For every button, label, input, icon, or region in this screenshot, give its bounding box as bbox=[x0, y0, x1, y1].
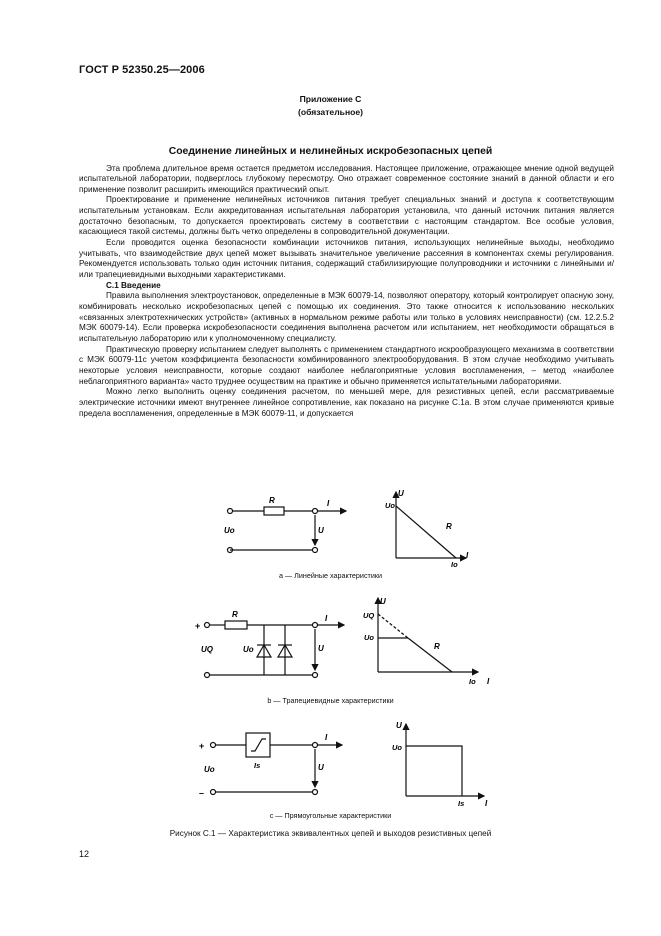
graph-label-Is: Is bbox=[458, 799, 465, 808]
graph-label-U: U bbox=[380, 597, 386, 606]
document-code: ГОСТ Р 52350.25—2006 bbox=[79, 64, 205, 76]
label-I: I bbox=[325, 614, 328, 623]
graph-label-I: I bbox=[466, 551, 469, 560]
graph-trapezoidal bbox=[378, 598, 478, 672]
paragraph: Правила выполнения электроустановок, определенные в МЭК 60079-14, позволяют оператору, который контролирует опасную зону, комбинировать несколько искробезопасных цепей с помощью их соединения. Это также относится к использованию нескольких «связанных электротехнических устройств» (активных в нормальном режиме работы или только в условиях неисправности) (см. 12.2.5.2 МЭК 60079-14). Если проверка искробезопасности соединения выполнена расчетом или испытанием, нет необходимости обращаться в испытательную лабораторию или к уполномоченному специалисту. bbox=[79, 291, 614, 343]
graph-label-Io: Io bbox=[469, 677, 476, 686]
paragraph: Проектирование и применение нелинейных источников питания требует специальных знаний и доступа к соответствующим испытательным установкам. Если аккредитованная испытательная лаборатория установила, что данный источник питания является достаточно безопасным, то допускается проектировать систему в соответствии с настоящим стандартом. Все особые условия, касающиеся такой системы, должны быть четко определены в сопроводительной документации. bbox=[79, 195, 614, 237]
label-U: U bbox=[318, 526, 324, 535]
paragraph: Практическую проверку испытанием следует выполнять с применением стандартного искрообразующего механизма в соответствии с МЭК 60079-11с учетом коэффициента безопасности комбинированного электрооборудования. В этом случае необходимо учитывать некоторые условия неисправности, которые создают наиболее неблагоприятные условия воспламенения, – метод «наиболее неблагоприятного варианта» часто труднее осуществим на практике и обычно применяется испытательными лабораториями. bbox=[79, 344, 614, 386]
section-heading: Соединение линейных и нелинейных искробезопасных цепей bbox=[168, 146, 493, 157]
paragraph: Если проводится оценка безопасности комбинации источников питания, использующих нелинейные выходы, необходимо учитывать, что взаимодействие двух цепей может вызывать значительное увеличение рассеяния в компонентах схемы регулирования. Рекомендуется использовать только один источник питания, содержащий стабилизирующие полупроводники и источники с линейными и/или трапециевидными выходными характеристиками. bbox=[79, 238, 614, 280]
label-Is: Is bbox=[254, 761, 261, 770]
page-number: 12 bbox=[79, 849, 90, 859]
label-I: I bbox=[325, 733, 328, 742]
figure-caption: Рисунок С.1 — Характеристика эквивалентных цепей и выходов резистивных цепей bbox=[169, 829, 492, 838]
graph-linear bbox=[396, 492, 466, 558]
caption-c: с — Прямоугольные характеристики bbox=[269, 811, 392, 820]
label-Uo: Uo bbox=[243, 645, 254, 654]
graph-label-Uo: Uo bbox=[364, 633, 374, 642]
graph-label-U: U bbox=[398, 489, 404, 498]
label-Uo: Uo bbox=[224, 526, 235, 535]
graph-label-Io: Io bbox=[451, 560, 458, 569]
graph-label-R: R bbox=[434, 642, 440, 651]
label-U: U bbox=[318, 644, 324, 653]
graph-label-UQ: UQ bbox=[363, 611, 375, 620]
label-U: U bbox=[318, 763, 324, 772]
label-R: R bbox=[232, 610, 238, 619]
label-UQ: UQ bbox=[201, 645, 213, 654]
appendix-title: Приложение С bbox=[299, 94, 362, 104]
paragraph: Можно легко выполнить оценку соединения расчетом, по меньшей мере, для резистивных цепей, если рассматриваемые электрические источники имеют внутреннее линейное сопротивление, как показано на рисунке С.1а. В этом случае применяются кривые предела воспламенения, определенные в МЭК 60079-11, и допускается bbox=[79, 387, 614, 418]
subsection-heading: С.1 Введение bbox=[106, 280, 161, 290]
graph-rectangular bbox=[406, 724, 484, 796]
graph-label-U: U bbox=[396, 721, 402, 730]
paragraph: Эта проблема длительное время остается предметом исследования. Настоящее приложение, отражающее мнение одной ведущей испытательной лаборатории, подверглось глубокому пересмотру. Оно отражает современное состояние знаний в данной области и его применение позволит расширить имеющийся практический опыт. bbox=[79, 163, 614, 194]
label-I: I bbox=[327, 499, 330, 508]
caption-a: а — Линейные характеристики bbox=[278, 571, 383, 580]
label-plus: + bbox=[195, 621, 201, 631]
graph-label-R: R bbox=[446, 522, 452, 531]
label-plus: + bbox=[199, 741, 205, 751]
graph-label-I: I bbox=[485, 799, 488, 808]
graph-label-I: I bbox=[487, 677, 490, 686]
appendix-subtitle: (обязательное) bbox=[297, 107, 364, 117]
graph-label-Uo: Uo bbox=[385, 501, 395, 510]
caption-b: b — Трапециевидные характеристики bbox=[267, 696, 394, 705]
label-minus: – bbox=[199, 788, 205, 798]
graph-label-Uo: Uo bbox=[392, 743, 402, 752]
label-Uo: Uo bbox=[204, 765, 215, 774]
circuit-linear bbox=[228, 507, 347, 553]
label-R: R bbox=[269, 496, 275, 505]
